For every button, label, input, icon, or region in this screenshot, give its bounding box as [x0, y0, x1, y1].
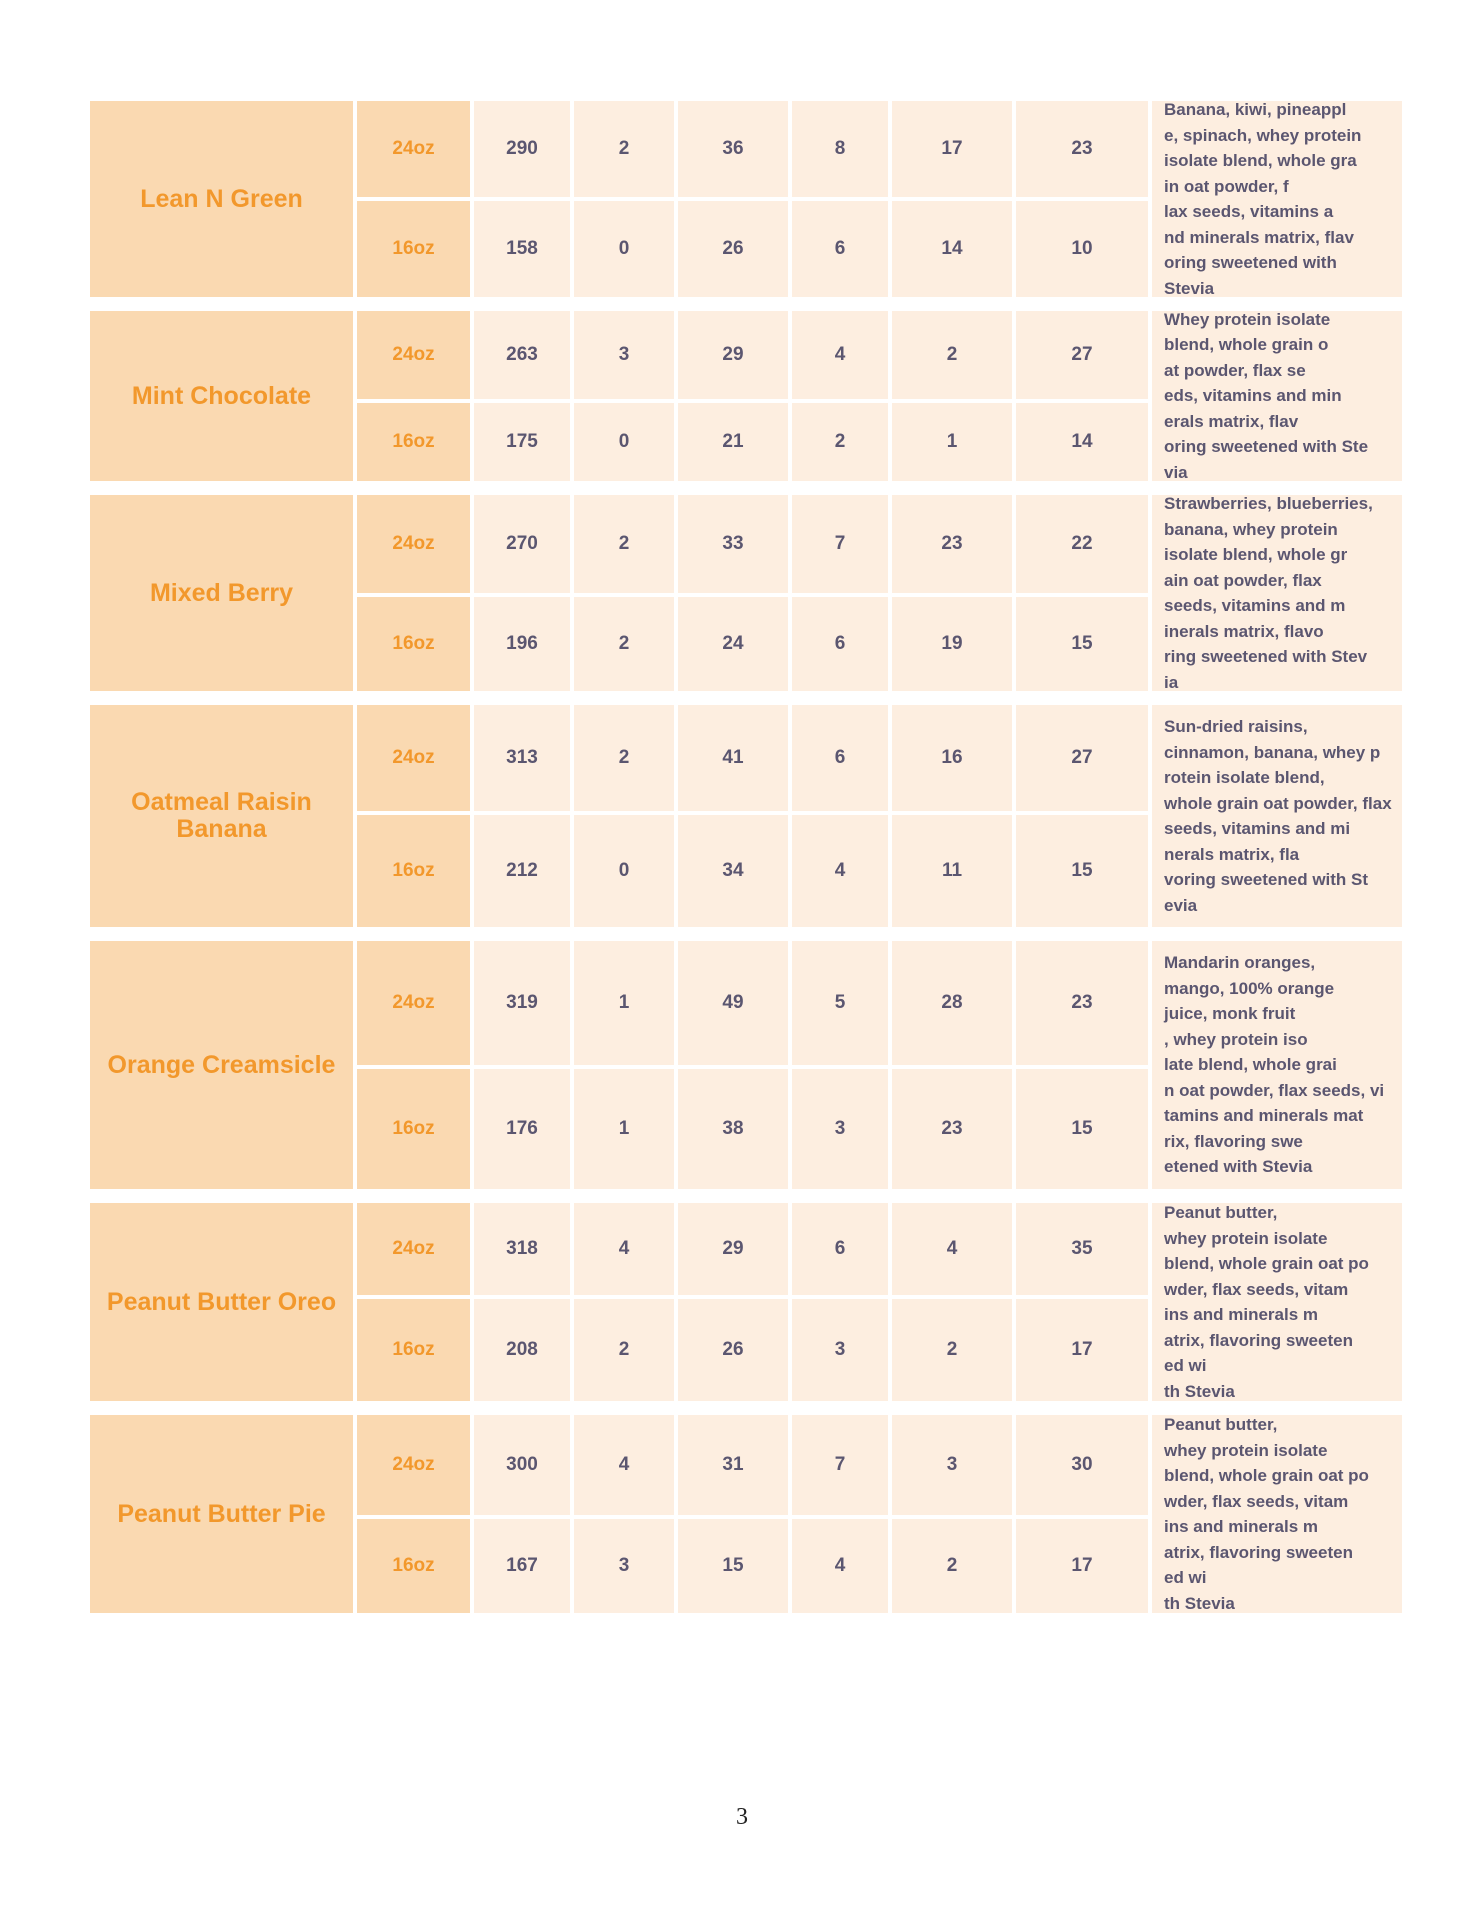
table-cell: 35 — [1016, 1203, 1148, 1295]
table-cell: 167 — [474, 1519, 570, 1613]
table-cell: 21 — [678, 403, 788, 481]
table-cell: 4 — [792, 1519, 888, 1613]
table-cell: 34 — [678, 815, 788, 927]
product-group — [90, 1203, 1394, 1401]
table-cell: 17 — [1016, 1519, 1148, 1613]
table-cell: 319 — [474, 941, 570, 1065]
table-cell: 2 — [792, 403, 888, 481]
table-cell: 26 — [678, 201, 788, 297]
ingredients-text: Banana, kiwi, pineappl e, spinach, whey protein isolate blend, whole gra in oat powder, f lax seeds, vitamins a nd minerals matrix, flav oring sweetened with Stevia — [1164, 100, 1362, 298]
table-cell: 196 — [474, 597, 570, 691]
product-name: Peanut Butter Pie — [90, 1415, 353, 1613]
table-cell: 7 — [792, 495, 888, 593]
table-cell: 14 — [1016, 403, 1148, 481]
product-group — [90, 1415, 1394, 1613]
table-cell: 22 — [1016, 495, 1148, 593]
table-cell: 26 — [678, 1299, 788, 1401]
size-label: 24oz — [357, 941, 470, 1065]
table-cell: 0 — [574, 403, 674, 481]
table-cell: 2 — [574, 495, 674, 593]
table-cell: 15 — [678, 1519, 788, 1613]
size-label: 24oz — [357, 1203, 470, 1295]
table-cell: 300 — [474, 1415, 570, 1515]
table-cell: 4 — [574, 1203, 674, 1295]
ingredients-text: Mandarin oranges, mango, 100% orange juice, monk fruit , whey protein iso late blend, whole grai n oat powder, flax seeds, vi tamins and minerals mat rix, flavoring swe etened with Stevia — [1164, 953, 1385, 1177]
table-cell: 23 — [1016, 101, 1148, 197]
product-group — [90, 101, 1394, 297]
table-cell: 49 — [678, 941, 788, 1065]
table-cell: 33 — [678, 495, 788, 593]
table-cell: 29 — [678, 311, 788, 399]
table-cell: 4 — [792, 311, 888, 399]
nutrition-table — [90, 101, 1394, 1627]
ingredients-cell — [1152, 101, 1402, 297]
size-label: 16oz — [357, 201, 470, 297]
table-cell: 270 — [474, 495, 570, 593]
size-label: 24oz — [357, 495, 470, 593]
product-name: Oatmeal Raisin Banana — [90, 705, 353, 927]
table-cell: 36 — [678, 101, 788, 197]
table-cell: 2 — [574, 101, 674, 197]
size-label: 16oz — [357, 1299, 470, 1401]
product-name: Peanut Butter Oreo — [90, 1203, 353, 1401]
table-cell: 3 — [574, 1519, 674, 1613]
table-cell: 6 — [792, 201, 888, 297]
table-cell: 27 — [1016, 705, 1148, 811]
size-label: 16oz — [357, 815, 470, 927]
ingredients-cell — [1152, 495, 1402, 691]
table-cell: 14 — [892, 201, 1012, 297]
ingredients-text: Peanut butter, whey protein isolate blend, whole grain oat po wder, flax seeds, vitam ins and minerals m atrix, flavoring sweeten ed wi th Stevia — [1164, 1203, 1369, 1401]
table-cell: 23 — [892, 1069, 1012, 1189]
table-cell: 8 — [792, 101, 888, 197]
table-cell: 28 — [892, 941, 1012, 1065]
table-cell: 263 — [474, 311, 570, 399]
table-cell: 15 — [1016, 1069, 1148, 1189]
table-cell: 6 — [792, 705, 888, 811]
table-cell: 31 — [678, 1415, 788, 1515]
table-cell: 2 — [574, 1299, 674, 1401]
table-cell: 5 — [792, 941, 888, 1065]
ingredients-cell — [1152, 1203, 1402, 1401]
table-cell: 11 — [892, 815, 1012, 927]
ingredients-text: Strawberries, blueberries, banana, whey protein isolate blend, whole gr ain oat powder, flax seeds, vitamins and m inerals matrix, flavo ring sweetened with Stev ia — [1164, 494, 1373, 692]
table-cell: 2 — [892, 1519, 1012, 1613]
table-cell: 3 — [792, 1299, 888, 1401]
table-cell: 290 — [474, 101, 570, 197]
table-cell: 0 — [574, 815, 674, 927]
table-cell: 19 — [892, 597, 1012, 691]
table-cell: 3 — [892, 1415, 1012, 1515]
table-cell: 1 — [574, 1069, 674, 1189]
table-cell: 38 — [678, 1069, 788, 1189]
table-cell: 4 — [574, 1415, 674, 1515]
product-name: Mixed Berry — [90, 495, 353, 691]
table-cell: 2 — [892, 311, 1012, 399]
size-label: 16oz — [357, 1519, 470, 1613]
product-group — [90, 941, 1394, 1189]
product-name: Lean N Green — [90, 101, 353, 297]
size-label: 16oz — [357, 403, 470, 481]
size-label: 24oz — [357, 1415, 470, 1515]
table-cell: 15 — [1016, 597, 1148, 691]
size-label: 24oz — [357, 311, 470, 399]
product-name: Mint Chocolate — [90, 311, 353, 481]
table-cell: 29 — [678, 1203, 788, 1295]
table-cell: 24 — [678, 597, 788, 691]
table-cell: 176 — [474, 1069, 570, 1189]
page-number: 3 — [736, 1804, 748, 1830]
table-cell: 15 — [1016, 815, 1148, 927]
product-group — [90, 705, 1394, 927]
ingredients-text: Sun-dried raisins, cinnamon, banana, whey p rotein isolate blend, whole grain oat powder, flax seeds, vitamins and mi nerals matrix, fla voring sweetened with St evia — [1164, 717, 1392, 915]
table-cell: 2 — [574, 597, 674, 691]
table-cell: 17 — [1016, 1299, 1148, 1401]
table-cell: 7 — [792, 1415, 888, 1515]
table-cell: 23 — [892, 495, 1012, 593]
ingredients-text: Whey protein isolate blend, whole grain o at powder, flax se eds, vitamins and min erals matrix, flav oring sweetened with Ste via — [1164, 309, 1369, 482]
ingredients-cell — [1152, 1415, 1402, 1613]
table-cell: 27 — [1016, 311, 1148, 399]
table-cell: 208 — [474, 1299, 570, 1401]
table-cell: 17 — [892, 101, 1012, 197]
table-cell: 3 — [792, 1069, 888, 1189]
table-cell: 2 — [574, 705, 674, 811]
table-cell: 41 — [678, 705, 788, 811]
ingredients-cell — [1152, 311, 1402, 481]
table-cell: 23 — [1016, 941, 1148, 1065]
size-label: 24oz — [357, 101, 470, 197]
table-cell: 313 — [474, 705, 570, 811]
table-cell: 10 — [1016, 201, 1148, 297]
table-cell: 158 — [474, 201, 570, 297]
size-label: 16oz — [357, 597, 470, 691]
table-cell: 2 — [892, 1299, 1012, 1401]
product-group — [90, 311, 1394, 481]
table-cell: 175 — [474, 403, 570, 481]
size-label: 24oz — [357, 705, 470, 811]
ingredients-cell — [1152, 705, 1402, 927]
size-label: 16oz — [357, 1069, 470, 1189]
table-cell: 6 — [792, 1203, 888, 1295]
table-cell: 6 — [792, 597, 888, 691]
table-cell: 1 — [574, 941, 674, 1065]
table-cell: 30 — [1016, 1415, 1148, 1515]
table-cell: 16 — [892, 705, 1012, 811]
product-group — [90, 495, 1394, 691]
table-cell: 1 — [892, 403, 1012, 481]
table-cell: 3 — [574, 311, 674, 399]
table-cell: 4 — [892, 1203, 1012, 1295]
table-cell: 4 — [792, 815, 888, 927]
ingredients-cell — [1152, 941, 1402, 1189]
table-cell: 212 — [474, 815, 570, 927]
ingredients-text: Peanut butter, whey protein isolate blend, whole grain oat po wder, flax seeds, vitam ins and minerals m atrix, flavoring sweeten ed wi th Stevia — [1164, 1415, 1369, 1613]
product-name: Orange Creamsicle — [90, 941, 353, 1189]
table-cell: 0 — [574, 201, 674, 297]
table-cell: 318 — [474, 1203, 570, 1295]
